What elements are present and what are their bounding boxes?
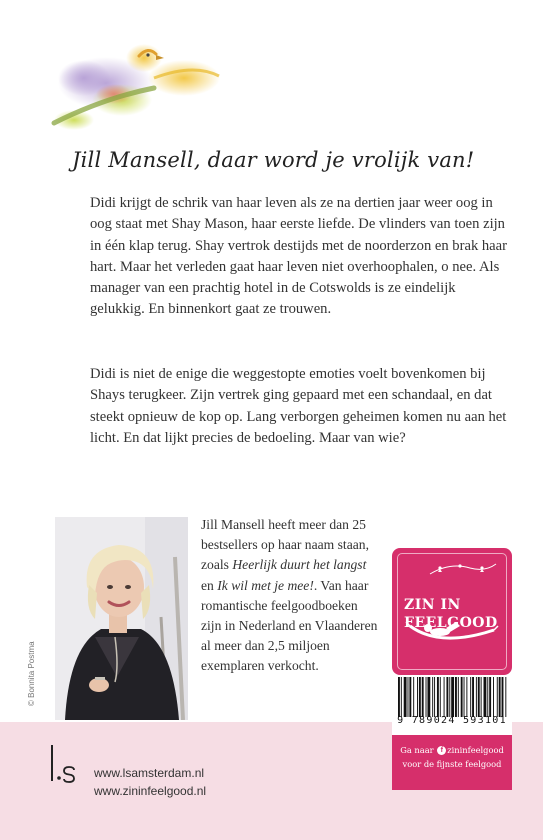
barcode-bar xyxy=(409,677,411,717)
blurb-paragraph-1: Didi krijgt de schrik van haar leven als ze na dertien jaar weer oog in oog staat met Shay Mason, haar eerste liefde. De vlinders van toen zijn in één klap terug. Shay vertrok destijds met de noorderzon en brak haar hart. Maar het verleden gaat haar leven niet overhoophalen, o nee. Als manager van een prachtig hotel in de Cotswolds is ze eindelijk gelukkig. En binnenkort gaat ze trouwen. xyxy=(90,195,507,318)
barcode-bar xyxy=(413,677,414,717)
barcode-bar xyxy=(449,677,450,717)
barcode-bar xyxy=(408,677,409,717)
barcode-bar xyxy=(398,677,400,717)
barcode-bar xyxy=(427,677,430,717)
barcode-area xyxy=(392,675,512,735)
publisher-urls xyxy=(94,764,206,800)
barcode-bar xyxy=(458,677,459,717)
barcode-bar xyxy=(476,677,477,717)
promo-prefix: Ga naar xyxy=(400,745,434,755)
photo-credit: © Bonnita Postma xyxy=(27,641,36,706)
barcode-bar xyxy=(417,677,418,717)
barcode-bar xyxy=(502,677,504,717)
barcode-bar xyxy=(489,677,491,717)
bio-text-3: . Van haar romantische feelgoodboeken zijn in Nederland en Vlaanderen al meer dan 2,5 miljoen exemplaren verkocht. xyxy=(201,577,378,674)
barcode-bar xyxy=(419,677,421,717)
bio-text-1: Jill Mansell heeft meer dan 25 bestsellers op haar naam staan, zoals xyxy=(201,517,369,573)
barcode-bar xyxy=(487,677,488,717)
barcode-bar xyxy=(481,677,482,717)
author-bio xyxy=(201,515,381,677)
barcode-bar xyxy=(422,677,424,717)
promo-handle: zininfeelgood xyxy=(447,745,504,755)
barcode-bar xyxy=(499,677,501,717)
book-title-2: Ik wil met je mee! xyxy=(217,577,314,593)
barcode-bar xyxy=(432,677,433,717)
badge-title xyxy=(404,596,498,632)
barcode-bar xyxy=(466,677,467,717)
book-title-1: Heerlijk duurt het langst xyxy=(232,557,367,573)
barcode-bar xyxy=(478,677,480,717)
barcode-bar xyxy=(446,677,448,717)
barcode-bar xyxy=(470,677,471,717)
url-zininfeelgood[interactable]: www.zininfeelgood.nl xyxy=(94,784,207,798)
barcode-icon xyxy=(396,677,508,717)
author-portrait-illustration xyxy=(55,517,188,720)
tagline: Jill Mansell, daar word je vrolijk van! xyxy=(72,148,475,172)
barcode-bar xyxy=(464,677,465,717)
barcode-bar xyxy=(426,677,427,717)
facebook-icon: f xyxy=(437,746,446,755)
barcode-bar xyxy=(505,677,506,717)
publisher-logo-icon xyxy=(50,743,76,783)
promo-line-1 xyxy=(392,745,512,755)
barcode-bar xyxy=(455,677,457,717)
author-photo xyxy=(55,517,188,720)
barcode-bar xyxy=(497,677,498,717)
isbn-number: 9 789024 593101 xyxy=(397,715,507,726)
barcode-bar xyxy=(440,677,441,717)
bio-text-2: en xyxy=(201,577,218,593)
zin-in-feelgood-badge xyxy=(392,548,512,675)
barcode-bar xyxy=(404,677,407,717)
url-lsamsterdam[interactable]: www.lsamsterdam.nl xyxy=(94,766,205,780)
barcode-bar xyxy=(434,677,435,717)
barcode-bar xyxy=(461,677,463,717)
barcode-bar xyxy=(437,677,439,717)
barcode-bar xyxy=(493,677,494,717)
barcode-bar xyxy=(444,677,445,717)
badge-line-2: FEELGOOD xyxy=(404,615,498,631)
bird-illustration-icon xyxy=(44,38,224,138)
blurb-paragraph-2: Didi is niet de enige die weggestopte emoties voelt bovenkomen bij Shays terugkeer. Zijn vertrek ging gepaard met een schandaal, en dat steekt opnieuw de kop op. Lang verborgen geheimen komen nu aan het licht. En dat lijkt precies de bedoeling. Maar van wie? xyxy=(90,366,507,446)
barcode-bar xyxy=(472,677,474,717)
promo-strip xyxy=(392,735,512,790)
barcode-bar xyxy=(484,677,487,717)
promo-line-2: voor de fijnste feelgood xyxy=(402,759,502,769)
barcode-bar xyxy=(401,677,402,717)
barcode-bar xyxy=(451,677,454,717)
badge-line-1: ZIN IN xyxy=(404,597,461,613)
